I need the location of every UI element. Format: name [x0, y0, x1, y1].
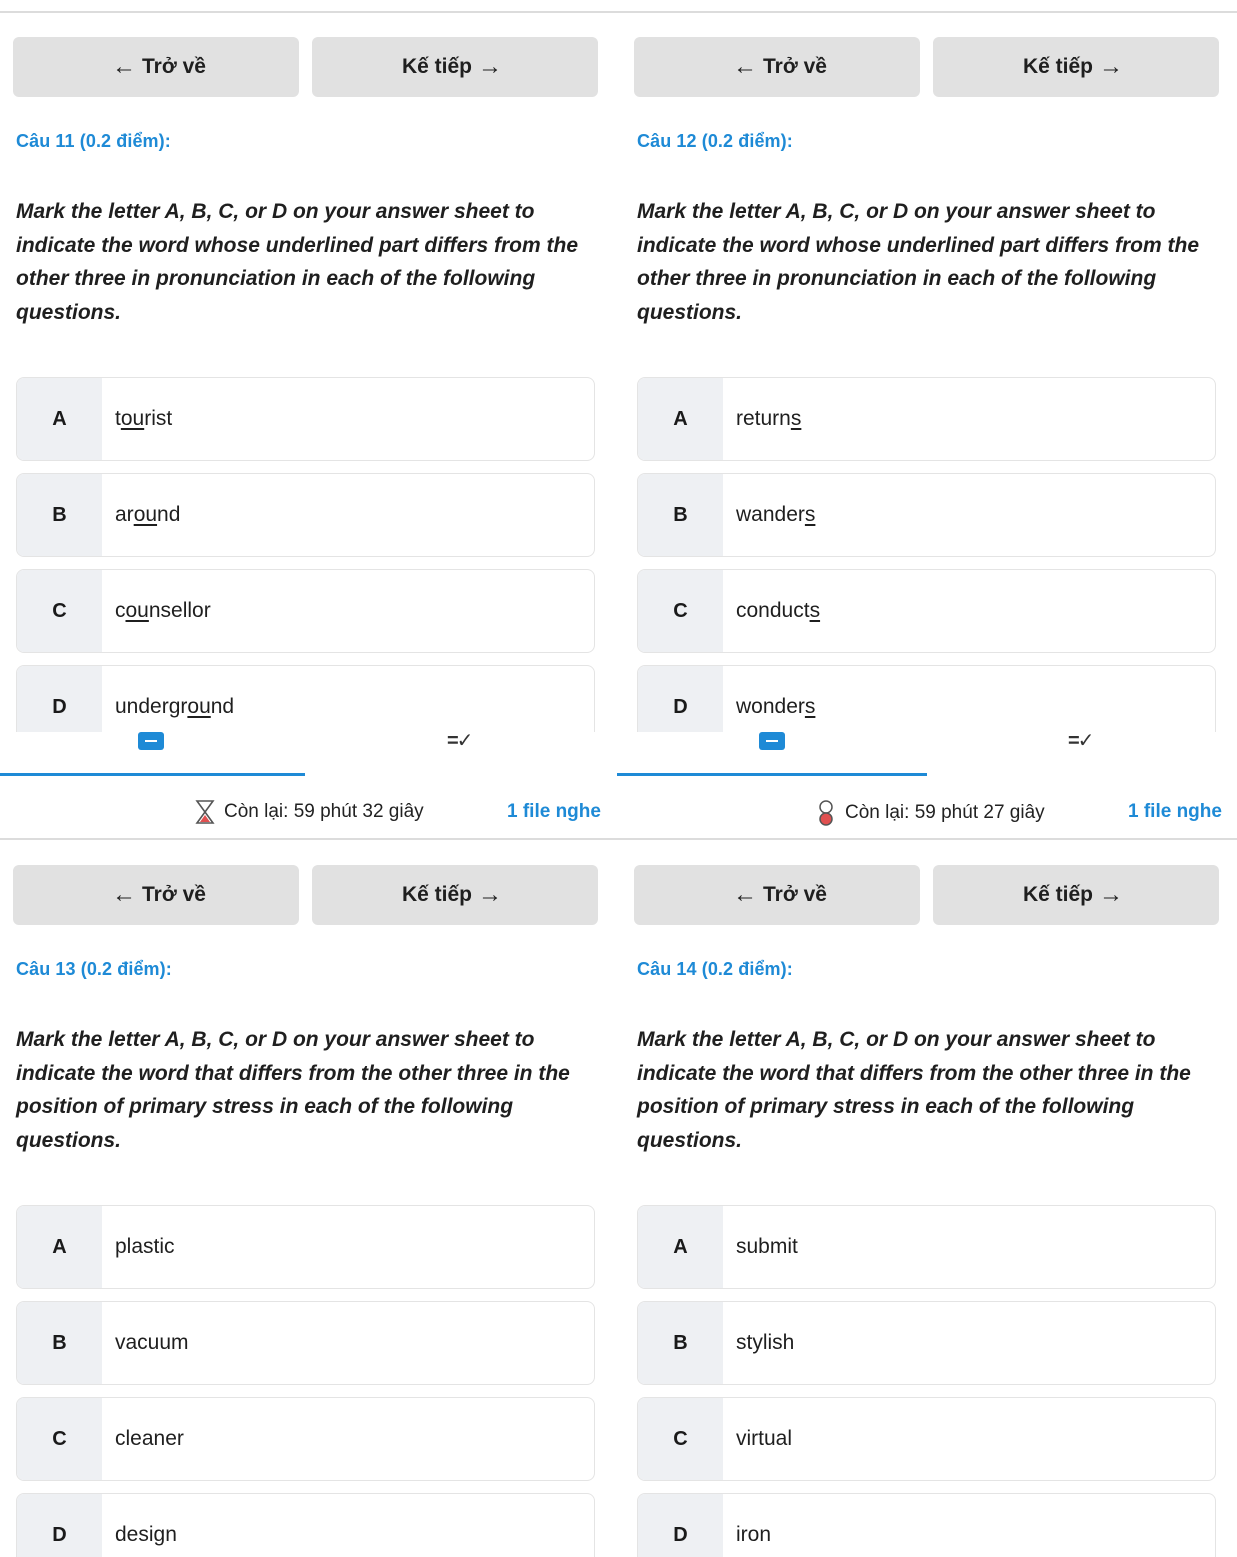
back-label: Trở về — [142, 883, 206, 906]
next-button[interactable] — [933, 865, 1219, 925]
option-letter: D — [17, 666, 102, 748]
option-c[interactable] — [16, 569, 595, 653]
option-letter: B — [17, 1302, 102, 1384]
option-word: undergr ou nd — [115, 695, 235, 718]
option-letter: A — [638, 1206, 723, 1288]
option-a[interactable] — [637, 1205, 1216, 1289]
back-button[interactable] — [13, 37, 299, 97]
card-view-icon[interactable] — [759, 732, 785, 750]
next-label: Kế tiếp — [401, 883, 472, 906]
question-instruction: Mark the letter A, B, C, or D on your answer sheet to indicate the word that differs from the other three in the position of primary stress in each of the following questions. — [16, 1028, 570, 1153]
option-word: vacuum — [115, 1331, 189, 1354]
option-b[interactable] — [637, 1301, 1216, 1385]
timer-text: Còn lại: 59 phút 32 giây — [224, 801, 424, 822]
next-button[interactable] — [312, 865, 598, 925]
arrow-right-icon: → — [478, 881, 502, 908]
hourglass-icon — [194, 800, 216, 824]
option-word: virtual — [736, 1427, 793, 1450]
option-a[interactable] — [637, 377, 1216, 461]
arrow-right-icon: → — [1099, 881, 1123, 908]
option-d[interactable] — [637, 1493, 1216, 1557]
option-b[interactable] — [16, 473, 595, 557]
option-letter: C — [17, 1398, 102, 1480]
option-letter: C — [17, 570, 102, 652]
next-label: Kế tiếp — [1022, 883, 1093, 906]
option-b[interactable] — [637, 473, 1216, 557]
option-word: return s — [736, 407, 802, 430]
option-b[interactable] — [16, 1301, 595, 1385]
question-instruction: Mark the letter A, B, C, or D on your answer sheet to indicate the word that differs from the other three in the position of primary stress in each of the following questions. — [637, 1028, 1191, 1153]
back-label: Trở về — [763, 883, 827, 906]
option-letter: A — [17, 1206, 102, 1288]
question-panel-13 — [13, 865, 623, 1557]
option-letter: B — [638, 474, 723, 556]
option-word: ar ou nd — [115, 503, 181, 526]
question-panel-12 — [634, 37, 1237, 737]
hourglass-icon — [815, 800, 837, 826]
question-instruction: Mark the letter A, B, C, or D on your answer sheet to indicate the word whose underlined part differs from the other three in pronunciation in each of the following questions. — [637, 200, 1200, 325]
option-word: wander s — [736, 503, 816, 526]
question-panel-14 — [634, 865, 1237, 1557]
option-word: t ou rist — [115, 407, 173, 430]
timer-row — [815, 800, 1045, 826]
progress-bar — [0, 773, 305, 776]
next-button[interactable] — [312, 37, 598, 97]
question-title: Câu 14 (0.2 điểm): — [637, 959, 793, 979]
option-word: c ou nsellor — [115, 599, 211, 622]
top-divider — [0, 11, 1237, 13]
option-word: wonder s — [736, 695, 816, 718]
option-letter: B — [17, 474, 102, 556]
option-letter: D — [638, 666, 723, 748]
bottom-toolbar-left — [0, 732, 610, 776]
question-title: Câu 12 (0.2 điểm): — [637, 131, 793, 151]
question-title: Câu 11 (0.2 điểm): — [16, 131, 171, 151]
question-panel-11 — [13, 37, 623, 737]
back-label: Trở về — [763, 55, 827, 78]
option-d[interactable] — [16, 1493, 595, 1557]
timer-text: Còn lại: 59 phút 27 giây — [845, 802, 1045, 823]
next-label: Kế tiếp — [1022, 55, 1093, 78]
bottom-toolbar-right — [617, 732, 1227, 776]
answer-list-icon[interactable]: =✓ — [1068, 730, 1093, 752]
option-letter: D — [638, 1494, 723, 1557]
option-c[interactable] — [637, 569, 1216, 653]
option-letter: A — [17, 378, 102, 460]
arrow-right-icon: → — [1099, 53, 1123, 80]
arrow-left-icon: ← — [733, 881, 758, 908]
timer-row — [194, 800, 424, 824]
option-c[interactable] — [637, 1397, 1216, 1481]
next-button[interactable] — [933, 37, 1219, 97]
section-divider — [0, 838, 1237, 840]
option-a[interactable] — [16, 1205, 595, 1289]
back-button[interactable] — [13, 865, 299, 925]
next-label: Kế tiếp — [401, 55, 472, 78]
option-word: conduct s — [736, 599, 821, 622]
option-letter: C — [638, 1398, 723, 1480]
card-view-icon[interactable] — [138, 732, 164, 750]
option-word: plastic — [115, 1235, 175, 1258]
option-word: submit — [736, 1235, 798, 1258]
arrow-left-icon: ← — [733, 53, 758, 80]
back-label: Trở về — [142, 55, 206, 78]
option-word: stylish — [736, 1331, 795, 1354]
audio-file-link[interactable]: 1 file nghe — [1128, 801, 1222, 822]
option-word: iron — [736, 1523, 772, 1546]
audio-file-link[interactable]: 1 file nghe — [507, 801, 601, 822]
progress-bar — [617, 773, 927, 776]
answer-list-icon[interactable]: =✓ — [447, 730, 472, 752]
option-a[interactable] — [16, 377, 595, 461]
question-instruction: Mark the letter A, B, C, or D on your answer sheet to indicate the word whose underlined part differs from the other three in pronunciation in each of the following questions. — [16, 200, 579, 325]
arrow-left-icon: ← — [112, 53, 137, 80]
option-letter: B — [638, 1302, 723, 1384]
back-button[interactable] — [634, 37, 920, 97]
option-c[interactable] — [16, 1397, 595, 1481]
option-word: cleaner — [115, 1427, 184, 1450]
arrow-left-icon: ← — [112, 881, 137, 908]
option-letter: A — [638, 378, 723, 460]
question-title: Câu 13 (0.2 điểm): — [16, 959, 172, 979]
option-letter: C — [638, 570, 723, 652]
option-letter: D — [17, 1494, 102, 1557]
arrow-right-icon: → — [478, 53, 502, 80]
option-word: design — [115, 1523, 177, 1546]
back-button[interactable] — [634, 865, 920, 925]
